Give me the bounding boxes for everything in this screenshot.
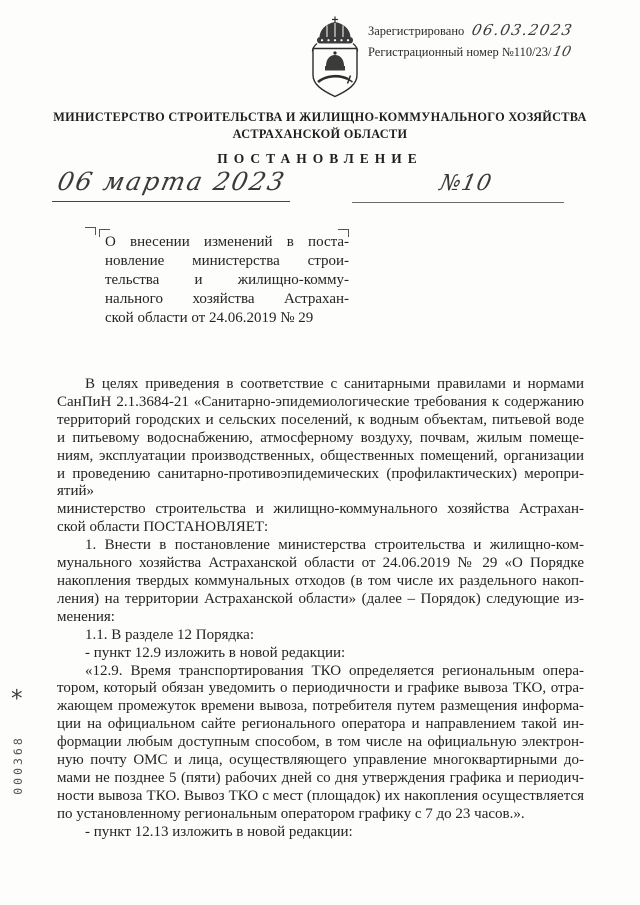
date-underline: [52, 201, 290, 202]
margin-archive-number: 000368: [11, 735, 25, 795]
number-underline: [352, 202, 564, 203]
body-line: ской области ПОСТАНОВЛЯЕТ:: [57, 519, 269, 536]
body-line: ятий»: [57, 483, 95, 500]
registration-number-line: [368, 42, 573, 63]
body-line: территорий городских и сельских поселений, к водным объектам, питьевой воде: [57, 411, 584, 428]
body-line: 1. Внести в постановление министерства строительства и жилищно-ком-: [85, 537, 584, 554]
body-line: СанПиН 2.1.3684-21 «Санитарно-эпидемиологические требования к содержанию: [57, 393, 584, 410]
body-line: 1.1. В разделе 12 Порядка:: [85, 626, 254, 643]
margin-asterisk-mark: *: [11, 686, 23, 712]
registered-date-handwritten: 06.03.2023: [470, 21, 576, 39]
body-line: В целях приведения в соответствие с санитарными правилами и нормами: [85, 376, 584, 392]
body-line: ниям, эксплуатации производственных, общественных помещений, организации: [57, 447, 584, 464]
body-line: тором, который обязан уведомить о периодичности и графике вывоза ТКО, отра-: [57, 680, 584, 697]
registered-line: [368, 20, 576, 42]
body-line: ную почту ОМС и лица, осуществляющего управление многоквартирными до-: [57, 752, 584, 769]
registration-stamp: [368, 20, 576, 63]
body-line: министерство строительства и жилищно-коммунального хозяйства Астрахан-: [57, 501, 584, 518]
body-line: «12.9. Время транспортирования ТКО определяется региональным опера-: [85, 662, 584, 679]
decree-number-handwritten: №10: [437, 171, 495, 196]
registration-number-label: Регистрационный номер №110/23/: [368, 45, 552, 59]
body-line: ности вывоза ТКО. Вывоз ТКО с мест (площадок) их накопления осуществляется: [57, 787, 584, 804]
ministry-header: [0, 109, 640, 143]
body-line: - пункт 12.9 изложить в новой редакции:: [85, 644, 346, 661]
subject-line: О внесении изменений в поста-: [105, 234, 349, 250]
body-line: менения:: [57, 608, 115, 625]
body-line: - пункт 12.13 изложить в новой редакции:: [85, 823, 353, 840]
body-line: формации любым доступным способом, в том числе на официальную электрон-: [57, 734, 584, 751]
decree-date-handwritten: 06 марта 2023: [54, 167, 289, 196]
body-line: жающем промежуток времени вывоза, потребителя путем размещения информа-: [57, 698, 584, 715]
subject-line: тельства и жилищно-комму-: [105, 272, 349, 288]
corner-crop-mark: [85, 227, 96, 235]
ministry-name-line2: АСТРАХАНСКОЙ ОБЛАСТИ: [232, 127, 408, 141]
registration-number-handwritten: 10: [550, 44, 573, 60]
document-type-title: ПОСТАНОВЛЕНИЕ: [217, 151, 423, 166]
body-line: мунального хозяйства Астраханской области от 24.06.2019 № 29 «О Порядке: [57, 555, 584, 572]
body-line: и питьевому водоснабжению, атмосферному воздуху, почвам, жилым помеще-: [57, 429, 584, 446]
ministry-name-line1: МИНИСТЕРСТВО СТРОИТЕЛЬСТВА И ЖИЛИЩНО-КОММУНАЛЬНОГО ХОЗЯЙСТВА: [53, 110, 587, 124]
body-text: [57, 376, 584, 842]
subject-line: ской области от 24.06.2019 № 29: [105, 310, 314, 326]
body-line: ления) на территории Астраханской области» (далее – Порядок) следующие из-: [57, 590, 584, 607]
body-line: ции на официальном сайте регионального оператора и направлением такой ин-: [57, 716, 584, 733]
body-line: по установленному региональным оператором графику с 7 до 23 часов.».: [57, 805, 525, 822]
body-line: и проведению санитарно-противоэпидемических (профилактических) меропри-: [57, 465, 584, 482]
registered-label: Зарегистрировано: [368, 24, 465, 38]
body-line: накопления твердых коммунальных отходов (в том числе их раздельного накоп-: [57, 572, 584, 589]
subject-line: новление министерства строи-: [105, 253, 349, 269]
body-line: мами не позднее 5 (пяти) рабочих дней со дня утверждения графика и периодич-: [57, 769, 584, 786]
subject-block: [105, 233, 349, 328]
subject-line: нального хозяйства Астрахан-: [105, 291, 349, 307]
astrakhan-coat-of-arms-icon: [305, 15, 365, 99]
